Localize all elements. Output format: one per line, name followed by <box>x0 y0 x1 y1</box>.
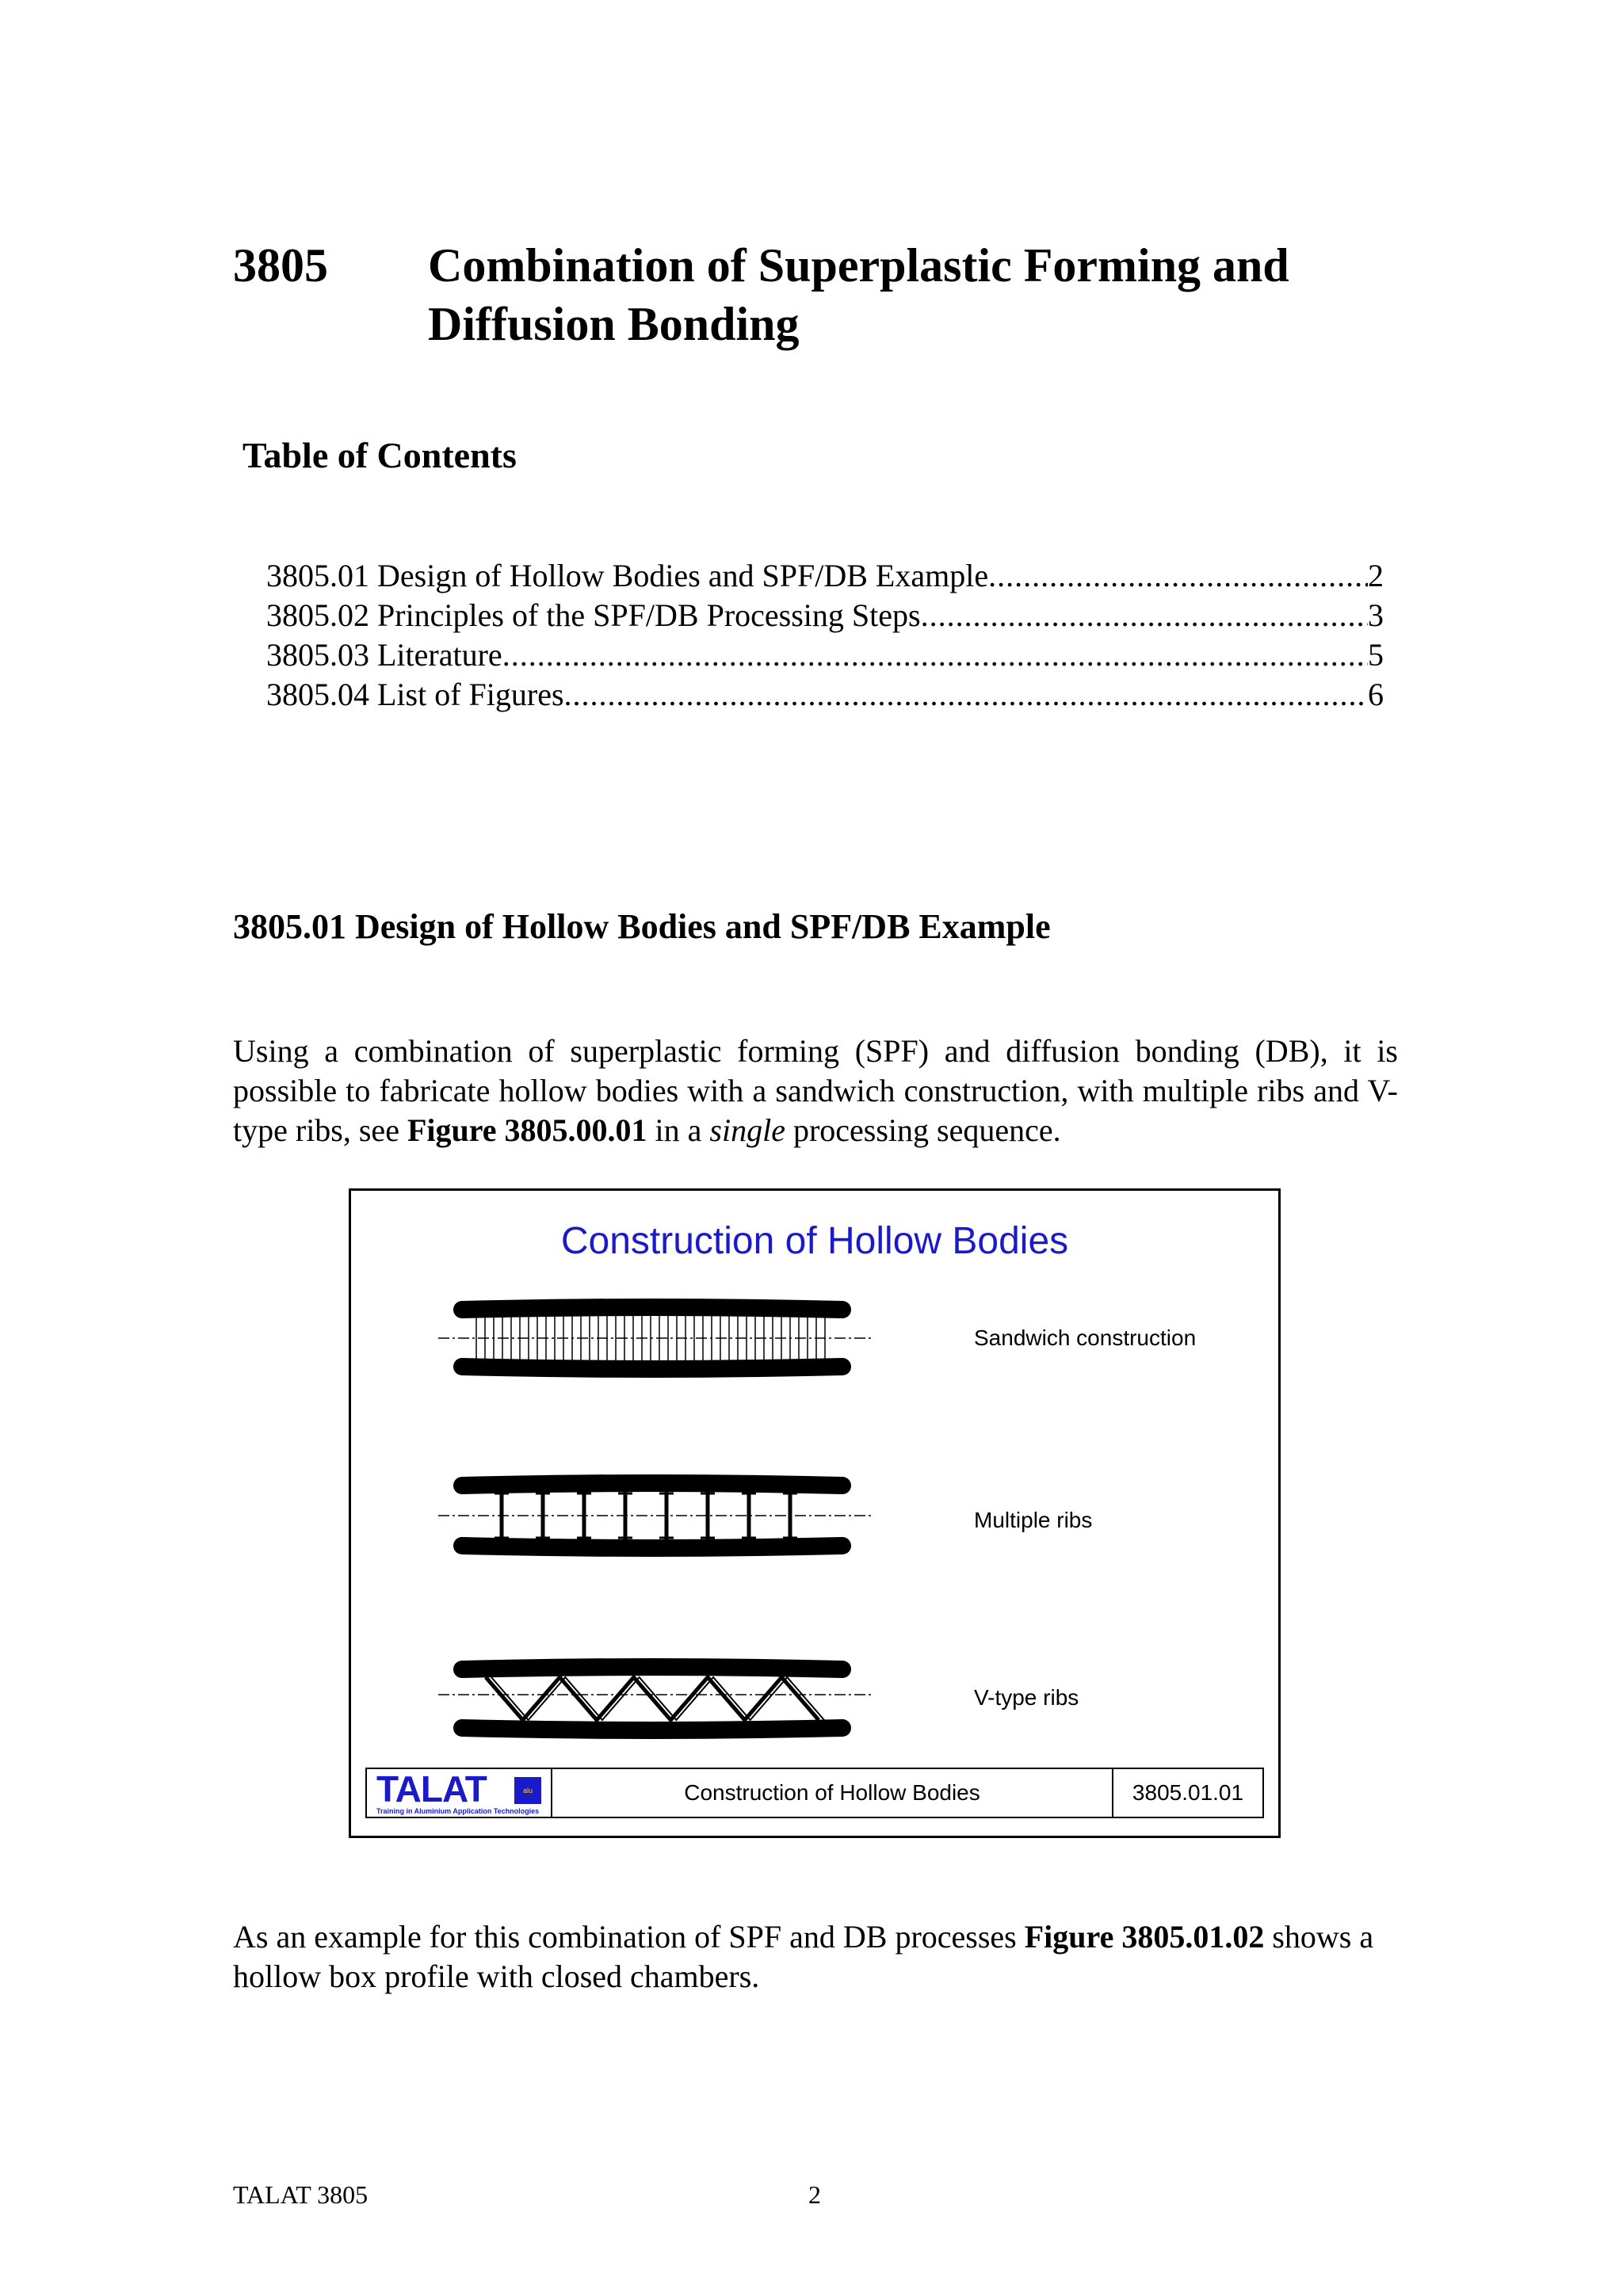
talat-logo-subtitle: Training in Aluminium Application Technologies <box>376 1807 540 1815</box>
bottom-sheet <box>462 1546 842 1548</box>
toc-heading: Table of Contents <box>242 435 517 475</box>
figure-title: Construction of Hollow Bodies <box>560 1220 1069 1262</box>
paragraph-text: processing sequence. <box>785 1112 1061 1148</box>
label-v-type-ribs: V-type ribs <box>974 1685 1079 1710</box>
toc-entry-label: 3805.01 Design of Hollow Bodies and SPF/DB Example <box>266 558 989 593</box>
footer-page-number: 2 <box>808 2180 821 2209</box>
top-sheet <box>462 1483 842 1486</box>
paragraph-text: As an example for this combination of SPF and DB processes <box>233 1919 1025 1955</box>
figure-code: 3805.01.01 <box>1132 1780 1244 1805</box>
paragraph-text: Using a combination of superplastic forming (SPF) and diffusion bonding (DB), it is possible to fabricate hollow bodies with a sandwich construction, with multiple ribs and V-type ribs, see <box>233 1033 1398 1148</box>
sandwich-construction-drawing <box>438 1307 874 1369</box>
chapter-number: 3805 <box>233 239 328 292</box>
toc-entry-page: 6 <box>1368 677 1384 712</box>
eu-flag-icon: alu <box>514 1777 541 1804</box>
toc-leader-dots <box>502 635 1368 675</box>
figure-reference: Figure 3805.01.02 <box>1024 1919 1265 1955</box>
emphasis-text: single <box>709 1112 785 1148</box>
toc-entry-page: 5 <box>1368 637 1384 673</box>
figure-caption: Construction of Hollow Bodies <box>552 1769 1113 1817</box>
talat-logo <box>367 1769 552 1817</box>
toc-entry-label: 3805.03 Literature <box>266 637 502 673</box>
figure-footer <box>365 1768 1264 1818</box>
chapter-title: Combination of Superplastic Forming and Diffusion Bonding <box>428 239 1289 350</box>
toc-entry[interactable] <box>266 596 1384 635</box>
top-sheet <box>462 1307 842 1310</box>
label-sandwich-construction: Sandwich construction <box>974 1325 1197 1350</box>
paragraph-text: shows a hollow box profile with closed chambers. <box>233 1919 1374 1994</box>
paragraph-text: in a <box>647 1112 710 1148</box>
body-paragraph <box>233 1032 1398 1150</box>
figure-reference: Figure 3805.00.01 <box>407 1112 647 1148</box>
section-heading: 3805.01 Design of Hollow Bodies and SPF/DB Example <box>233 907 1051 946</box>
toc-entry[interactable] <box>266 635 1384 675</box>
toc-entry-page: 3 <box>1368 597 1384 633</box>
body-paragraph <box>233 1917 1398 1997</box>
v-type-ribs-drawing <box>438 1667 874 1730</box>
bottom-sheet <box>462 1728 842 1730</box>
toc-leader-dots <box>988 556 1368 596</box>
toc-entry[interactable] <box>266 556 1384 596</box>
toc-leader-dots <box>564 675 1368 715</box>
toc-entry[interactable] <box>266 675 1384 715</box>
multiple-ribs-drawing <box>438 1483 874 1548</box>
footer-document-id: TALAT 3805 <box>233 2180 369 2209</box>
toc-entry-label: 3805.02 Principles of the SPF/DB Processing Steps <box>266 597 921 633</box>
toc-entry-page: 2 <box>1368 558 1384 593</box>
hollow-bodies-diagram <box>351 1191 1283 1840</box>
table-of-contents <box>266 556 1384 715</box>
figure-construction-of-hollow-bodies <box>349 1188 1281 1838</box>
label-multiple-ribs: Multiple ribs <box>974 1508 1093 1532</box>
bottom-sheet <box>462 1367 842 1369</box>
toc-leader-dots <box>921 596 1368 635</box>
toc-entry-label: 3805.04 List of Figures <box>266 677 564 712</box>
top-sheet <box>462 1667 842 1669</box>
talat-logo-text: TALAT <box>376 1768 487 1810</box>
